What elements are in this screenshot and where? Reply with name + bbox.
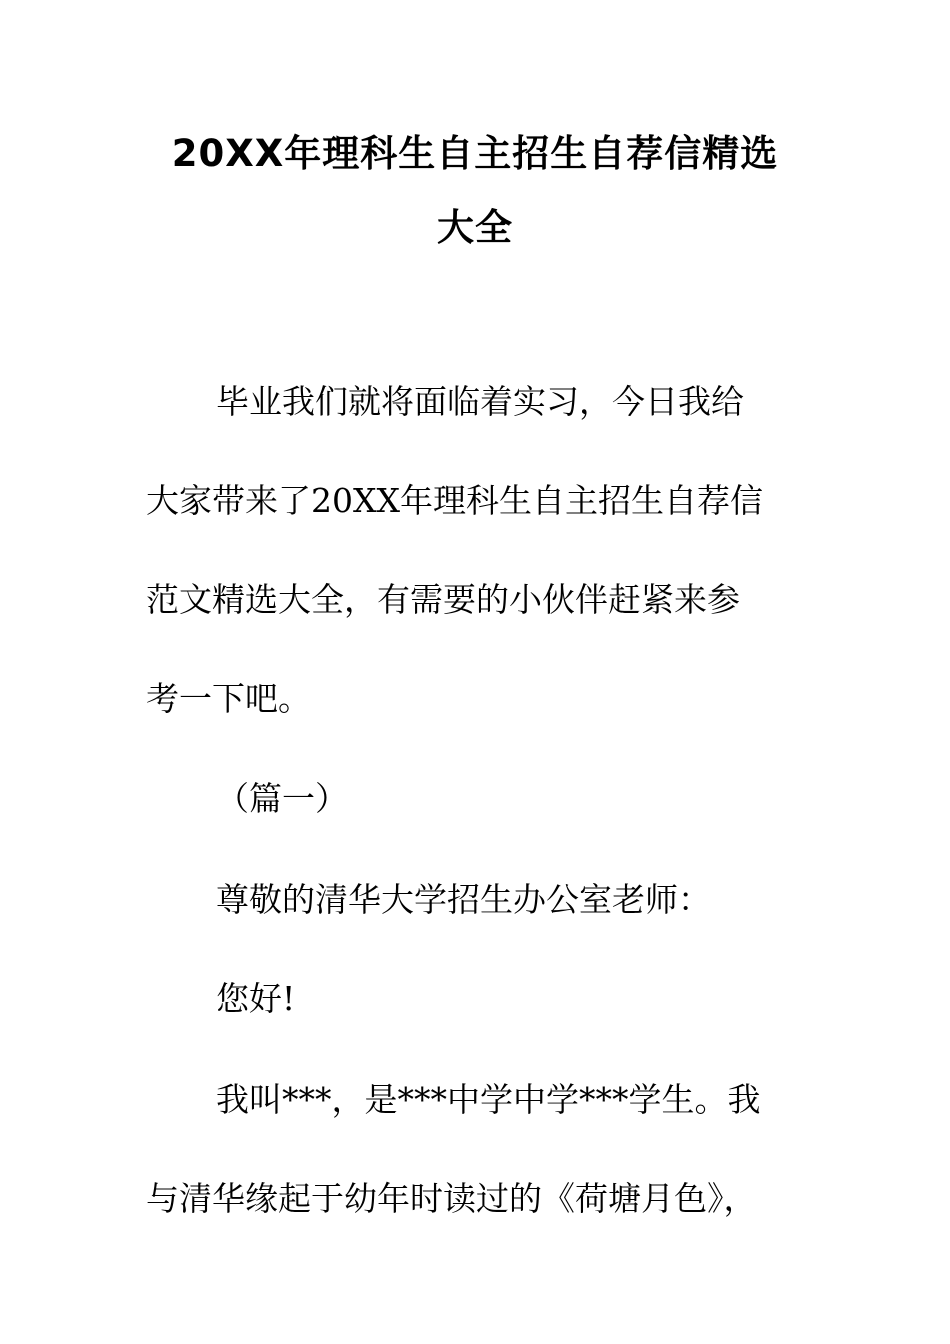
- greeting: 您好!: [216, 979, 296, 1018]
- document-title-line-2: 大全: [437, 206, 513, 249]
- salutation: 尊敬的清华大学招生办公室老师：: [216, 880, 711, 919]
- intro-line-3: 范文精选大全，有需要的小伙伴赶紧来参: [146, 580, 740, 619]
- intro-line-1: 毕业我们就将面临着实习，今日我给: [216, 382, 744, 421]
- document-title-line-1: 20XX年理科生自主招生自荐信精选: [171, 132, 779, 175]
- section-heading: （篇一）: [216, 779, 348, 818]
- body-line-1: 我叫***，是***中学中学***学生。我: [216, 1080, 761, 1119]
- intro-line-4: 考一下吧。: [146, 679, 311, 718]
- intro-line-2: 大家带来了20XX年理科生自主招生自荐信: [146, 481, 763, 520]
- body-line-2: 与清华缘起于幼年时读过的《荷塘月色》，: [146, 1179, 757, 1218]
